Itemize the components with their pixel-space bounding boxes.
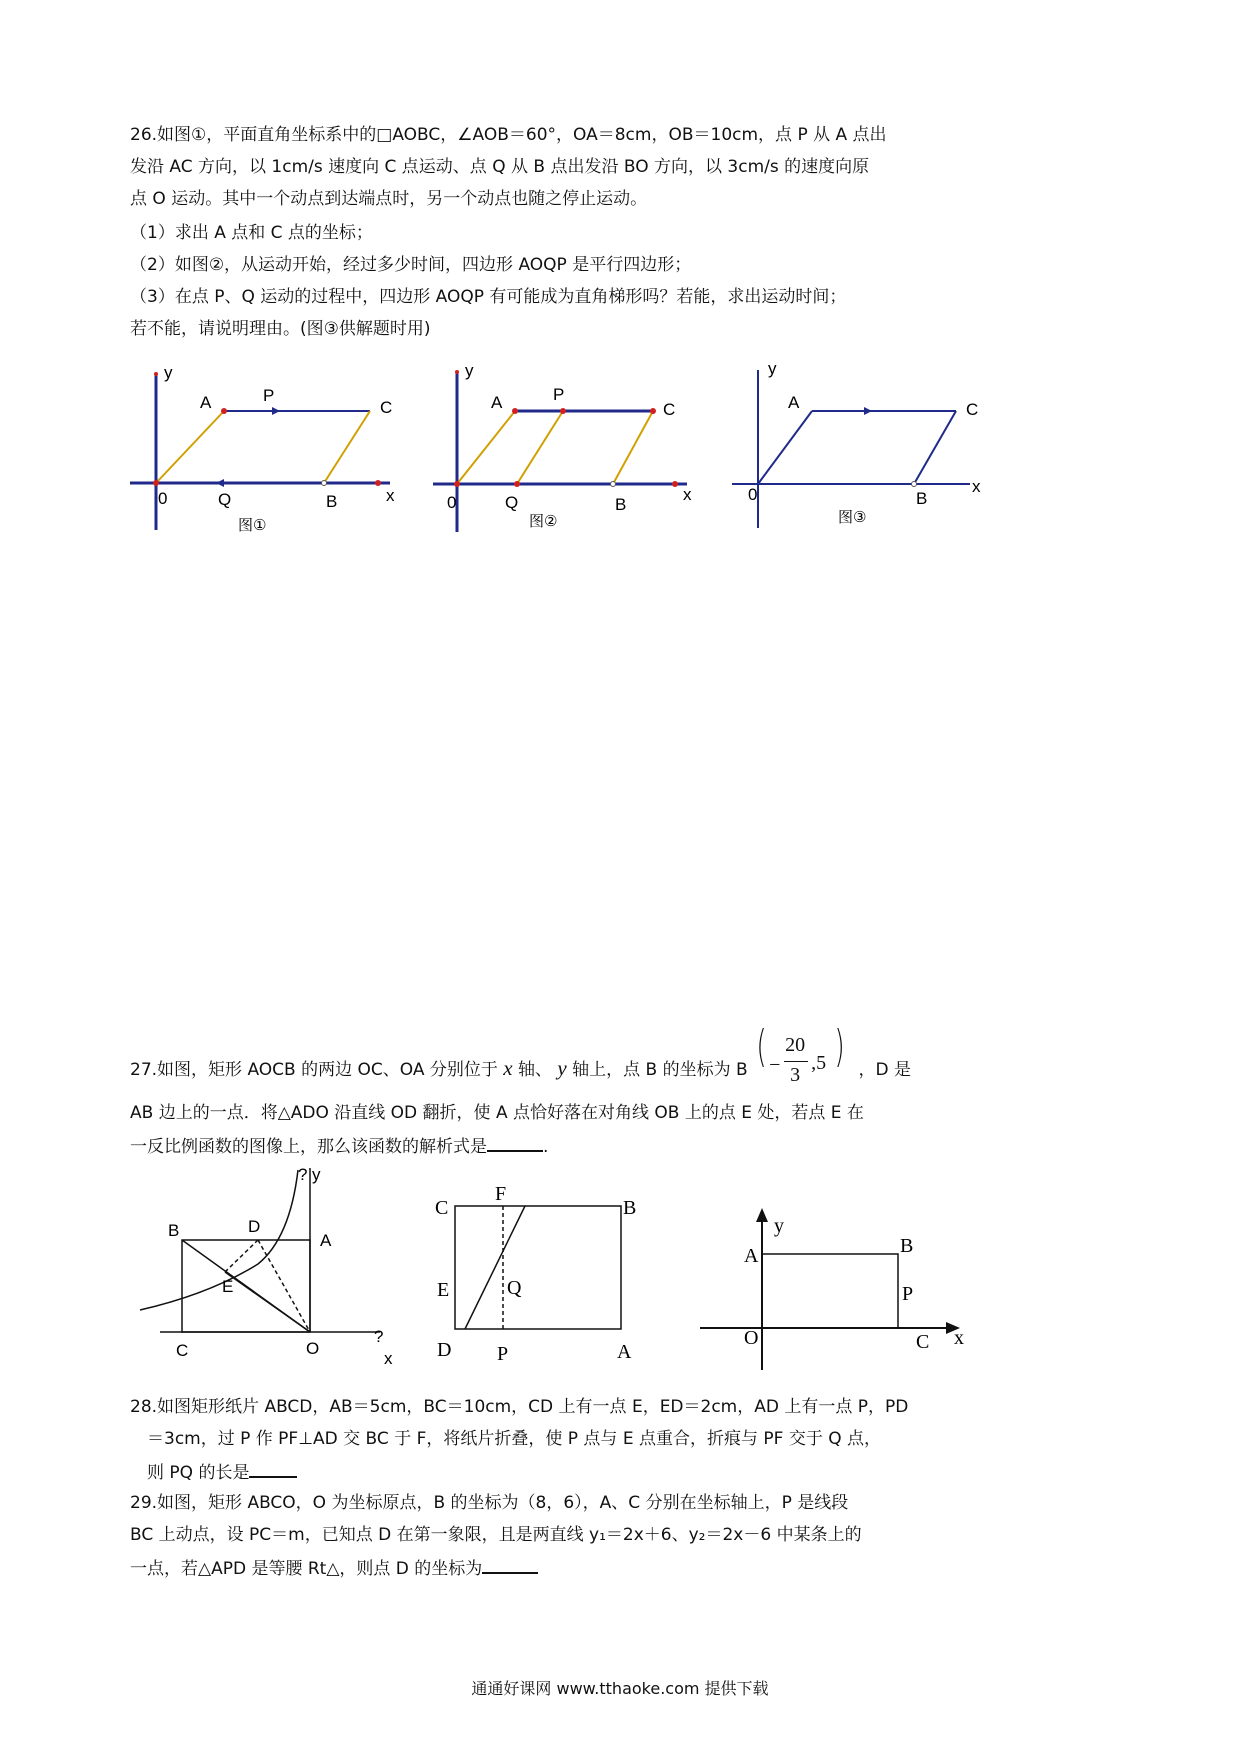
fig2-c-label: C — [663, 400, 676, 419]
fig1-q-label: Q — [218, 490, 232, 509]
q27-fig-o: O — [306, 1339, 320, 1358]
frac-denominator: 3 — [790, 1064, 801, 1086]
q26-line-2: 发沿 AC 方向，以 1cm/s 速度向 C 点运动、点 Q 从 B 点出发沿 BO 方向，以 3cm/s 的速度向原 — [130, 157, 870, 177]
q28-fig-a: A — [617, 1341, 632, 1363]
q28-fig-f: F — [495, 1183, 507, 1205]
q27-line-1-c: 轴上，点 B 的坐标为 B — [572, 1060, 748, 1080]
fig2-a-label: A — [491, 393, 503, 412]
fig2-b-label: B — [615, 495, 627, 514]
q28-fig-p: P — [497, 1343, 509, 1365]
q27-fig-b: B — [168, 1221, 180, 1240]
q27-line-1-b: 轴、 — [518, 1060, 552, 1080]
q28-fig-c: C — [435, 1197, 449, 1219]
q27-line-2: AB 边上的一点．将△ADO 沿直线 OD 翻折，使 A 点恰好落在对角线 OB 上的点 E 处，若点 E 在 — [130, 1103, 864, 1123]
fig3-a-label: A — [788, 393, 800, 412]
frac-bar — [784, 1061, 808, 1062]
q28-line-1: 28.如图矩形纸片 ABCD，AB＝5cm，BC＝10cm，CD 上有一点 E，ED＝2cm，AD 上有一点 P，PD — [130, 1397, 909, 1417]
q27-fig-d: D — [248, 1217, 261, 1236]
fig3-c-label: C — [966, 400, 979, 419]
fig3-x-label: x — [972, 477, 981, 496]
q26-part-2: （2）如图②，从运动开始，经过多少时间，四边形 AOQP 是平行四边形； — [130, 255, 692, 275]
q29-fig-x: x — [954, 1327, 964, 1349]
q28-fig-d: D — [437, 1339, 452, 1361]
fig1-x-label: x — [386, 486, 395, 505]
q26-line-1: 26.如图①，平面直角坐标系中的□AOBC，∠AOB＝60°，OA＝8cm，OB＝10cm，点 P 从 A 点出 — [130, 125, 887, 145]
fig1-p-label: P — [263, 386, 275, 405]
fig1-o-label: 0 — [158, 489, 168, 508]
q29-fig-o: O — [744, 1327, 759, 1349]
q29-line-3 — [130, 1556, 538, 1580]
q28-fig-e: E — [437, 1279, 450, 1301]
q28-line-3 — [147, 1460, 297, 1484]
fig3-o-label: 0 — [748, 485, 758, 504]
q27-fig-yq: ? — [298, 1165, 308, 1184]
q26-part-1: （1）求出 A 点和 C 点的坐标； — [130, 223, 373, 243]
q27-fig-xq: ? — [374, 1327, 384, 1346]
figure-1 — [120, 360, 420, 540]
q28-line-3-text: 则 PQ 的长是 — [147, 1463, 250, 1483]
fig2-p-label: P — [553, 385, 565, 404]
fig1-y-label: y — [164, 363, 173, 382]
page-footer: 通通好课网 www.tthaoke.com 提供下载 — [471, 1679, 769, 1698]
fig1-b-label: B — [326, 492, 338, 511]
q29-fig-b: B — [900, 1235, 914, 1257]
figure-q27 — [130, 1160, 410, 1380]
q27-fig-e: E — [222, 1277, 234, 1296]
q27-answer-blank — [487, 1134, 543, 1152]
fig2-y-label: y — [465, 361, 474, 380]
q27-line-3-end: . — [543, 1137, 549, 1157]
fig2-x-label: x — [683, 485, 692, 504]
q29-line-2: BC 上动点，设 PC＝m，已知点 D 在第一象限，且是两直线 y₁＝2x＋6、y₂＝2x－6 中某条上的 — [130, 1525, 862, 1545]
q27-line-1 — [130, 1021, 911, 1092]
q27-coordinate: ( − 20 3 ,5 ) — [756, 1021, 845, 1086]
q28-line-2: ＝3cm，过 P 作 PF⊥AD 交 BC 于 F，将纸片折叠，使 P 点与 E 点重合，折痕与 PF 交于 Q 点， — [147, 1429, 882, 1449]
fig2-caption: 图② — [529, 512, 558, 530]
q29-fig-c: C — [916, 1331, 930, 1353]
q29-line-1: 29.如图，矩形 ABCO，O 为坐标原点，B 的坐标为（8，6），A、C 分别在坐标轴上，P 是线段 — [130, 1493, 849, 1513]
q28-answer-blank — [249, 1460, 297, 1478]
q27-y-var: y — [557, 1056, 567, 1080]
q27-fig-a: A — [320, 1231, 332, 1250]
fig1-caption: 图① — [238, 516, 267, 534]
q27-fig-y: y — [312, 1165, 321, 1184]
frac-sign: − — [769, 1054, 781, 1076]
q27-line-3 — [130, 1134, 548, 1158]
fig3-b-label: B — [916, 489, 928, 508]
q29-fig-p: P — [902, 1283, 914, 1305]
q28-fig-b: B — [623, 1197, 637, 1219]
q29-fig-a: A — [744, 1245, 759, 1267]
q26-line-3: 点 O 运动。其中一个动点到达端点时，另一个动点也随之停止运动。 — [130, 189, 648, 209]
fig2-q-label: Q — [505, 493, 519, 512]
fig3-caption: 图③ — [838, 508, 867, 526]
fig1-c-label: C — [380, 398, 393, 417]
q27-line-1-a: 27.如图，矩形 AOCB 的两边 OC、OA 分别位于 — [130, 1060, 498, 1080]
figure-q28 — [425, 1160, 675, 1380]
q27-fig-c: C — [176, 1341, 189, 1360]
figure-q29 — [690, 1208, 990, 1380]
fig3-y-label: y — [768, 359, 777, 378]
q28-fig-q: Q — [507, 1277, 522, 1299]
q29-line-3-text: 一点，若△APD 是等腰 Rt△，则点 D 的坐标为 — [130, 1559, 483, 1579]
q29-answer-blank — [482, 1556, 538, 1574]
frac-tail: ,5 — [811, 1052, 827, 1074]
q27-line-3-text: 一反比例函数的图像上，那么该函数的解析式是 — [130, 1137, 487, 1157]
q27-x-var: x — [503, 1056, 513, 1080]
fig1-a-label: A — [200, 393, 212, 412]
q27-line-1-d: ，D 是 — [858, 1060, 911, 1080]
frac-numerator: 20 — [785, 1034, 806, 1056]
q26-part-3: （3）在点 P、Q 运动的过程中，四边形 AOQP 有可能成为直角梯形吗？若能，求出运动时间； — [130, 287, 847, 307]
q27-fig-x: x — [384, 1349, 393, 1368]
figure-2 — [425, 356, 705, 540]
q26-part-3-cont: 若不能，请说明理由。(图③供解题时用) — [130, 319, 431, 339]
fig2-o-label: 0 — [447, 493, 457, 512]
figure-3 — [730, 356, 1000, 540]
q29-fig-y: y — [774, 1215, 784, 1237]
